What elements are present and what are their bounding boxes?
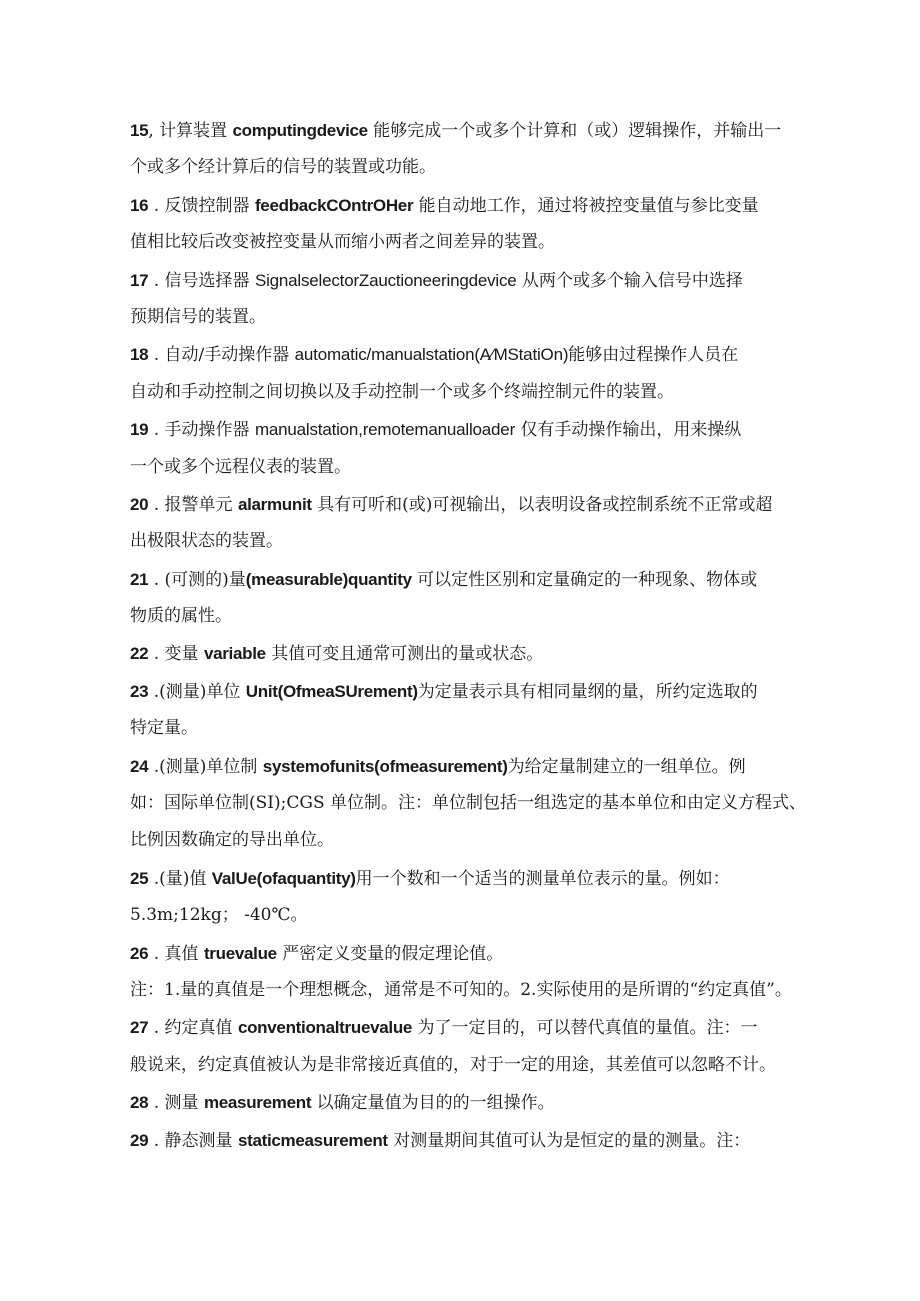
entry-number: 17 (130, 270, 149, 290)
entry-definition: 可以定性区别和定量确定的一种现象、物体或 (411, 569, 758, 590)
entry-definition: 仅有手动操作输出，用来操纵 (515, 420, 742, 441)
entry-term-en: Unit(OfmeaSUrement) (245, 681, 418, 701)
entry-continuation-line (130, 710, 808, 747)
entry-heading-zh: . 反馈控制器 (148, 195, 255, 216)
entry-term-en: variable (203, 644, 266, 664)
entry-continuation-line (130, 897, 808, 934)
entry-term-en: truevalue (203, 943, 277, 963)
entry-first-line (130, 336, 808, 373)
entry-first-line (130, 860, 808, 897)
entry-number: 22 (130, 644, 149, 664)
entry-continuation-line (130, 374, 808, 411)
entry-text: 物质的属性。 (130, 606, 232, 627)
entry-continuation-line (130, 1047, 808, 1084)
entry-number: 25 (130, 868, 149, 888)
entry-first-line (130, 561, 808, 598)
entry-number: 18 (130, 345, 149, 365)
entry-text: 值相比较后改变被控变量从而缩小两者之间差异的装置。 (130, 232, 555, 253)
entry-definition: 能够完成一个或多个计算和（或）逻辑操作，并输出一 (367, 121, 782, 141)
entry-heading-zh: . 真值 (148, 943, 204, 964)
entry-definition: 从两个或多个输入信号中选择 (516, 270, 743, 291)
entry-heading-zh: , 计算装置 (148, 121, 233, 141)
document-page (130, 112, 808, 1159)
entry-term-en: automatic/manualstation(A⁄MStatiOn) (294, 345, 569, 365)
entry-first-line (130, 748, 808, 785)
entry-first-line (130, 187, 808, 224)
entry-number: 21 (130, 569, 149, 589)
entry-first-line (130, 112, 808, 149)
entry-text: 预期信号的装置。 (130, 306, 266, 327)
entry-first-line (130, 673, 808, 710)
entry-definition: 具有可听和(或)可视输出，以表明设备或控制系统不正常或超 (311, 494, 773, 515)
entry-continuation-line (130, 822, 808, 859)
entry-text: 比例因数确定的导出单位。 (130, 830, 334, 851)
entry-heading-zh: . 约定真值 (148, 1018, 238, 1039)
entry-number: 19 (130, 420, 149, 440)
entry-term-en: manualstation,remotemanualloader (254, 420, 516, 440)
entry-first-line (130, 1122, 808, 1159)
entry-term-en: systemofunits(ofmeasurement) (262, 756, 508, 776)
entry-text: 自动和手动控制之间切换以及手动控制一个或多个终端控制元件的装置。 (130, 381, 674, 402)
entry-first-line (130, 411, 808, 448)
entry-term-en: staticmeasurement (237, 1130, 388, 1150)
entry-definition: 用一个数和一个适当的测量单位表示的量。例如： (355, 868, 730, 889)
entry-continuation-line (130, 523, 808, 560)
entry-continuation-line (130, 785, 808, 822)
entry-text: 特定量。 (130, 718, 198, 739)
entry-number: 24 (130, 756, 149, 776)
entry-heading-zh: . 变量 (148, 644, 204, 665)
entry-heading-zh: . 自动/手动操作器 (148, 345, 295, 366)
entry-first-line (130, 1084, 808, 1121)
entry-heading-zh: . (可测的)量 (148, 569, 246, 590)
entry-continuation-line (130, 972, 808, 1009)
entry-text: 如：国际单位制(SI);CGS 单位制。注：单位制包括一组选定的基本单位和由定义方程式、 (130, 793, 806, 814)
entry-heading-zh: .(测量)单位制 (148, 756, 263, 777)
entry-heading-zh: . 报警单元 (148, 494, 238, 515)
entry-first-line (130, 262, 808, 299)
entry-continuation-line (130, 224, 808, 261)
entry-term-en: SignalselectorZauctioneeringdevice (254, 270, 517, 290)
entry-definition: 其值可变且通常可测出的量或状态。 (265, 644, 544, 665)
entry-first-line (130, 486, 808, 523)
entry-term-en: measurement (203, 1093, 312, 1113)
entry-definition: 为给定量制建立的一组单位。例 (507, 756, 746, 777)
entry-number: 27 (130, 1018, 149, 1038)
entry-definition: 为了一定目的，可以替代真值的量值。注：一 (412, 1018, 758, 1039)
entry-definition: 对测量期间其值可认为是恒定的量的测量。注： (387, 1130, 751, 1151)
entry-heading-zh: . 信号选择器 (148, 270, 255, 291)
entry-definition: 以确定量值为目的的一组操作。 (311, 1093, 555, 1114)
entry-term-en: (measurable)quantity (245, 569, 412, 589)
entry-continuation-line (130, 449, 808, 486)
entry-text: 般说来，约定真值被认为是非常接近真值的，对于一定的用途，其差值可以忽略不计。 (130, 1054, 776, 1075)
entry-number: 15 (130, 121, 149, 140)
entry-text: 一个或多个远程仪表的装置。 (130, 456, 351, 477)
entry-term-en: alarmunit (237, 494, 312, 514)
entry-heading-zh: . 静态测量 (148, 1130, 238, 1151)
entry-term-en: conventionaltruevalue (237, 1018, 413, 1038)
entry-definition: 严密定义变量的假定理论值。 (276, 943, 504, 964)
entry-first-line (130, 935, 808, 972)
entry-heading-zh: . 手动操作器 (148, 420, 255, 441)
entry-continuation-line (130, 598, 808, 635)
entry-text: 出极限状态的装置。 (130, 531, 283, 552)
entry-heading-zh: . 测量 (148, 1093, 204, 1114)
entry-number: 20 (130, 494, 149, 514)
entry-term-en: feedbackCOntrOHer (254, 195, 414, 215)
entry-text: 注：1.量的真值是一个理想概念，通常是不可知的。2.实际使用的是所谓的“约定真值”。 (130, 979, 792, 1000)
entry-number: 23 (130, 681, 149, 701)
entry-definition: 为定量表示具有相同量纲的量，所约定选取的 (417, 681, 758, 702)
entry-number: 28 (130, 1093, 149, 1113)
entry-text: 5.3m;12kg； -40℃。 (130, 905, 308, 926)
entry-heading-zh: .(量)值 (148, 868, 212, 889)
entry-definition: 能够由过程操作人员在 (568, 345, 739, 366)
entry-first-line (130, 1009, 808, 1046)
entry-number: 26 (130, 943, 149, 963)
entry-term-en: computingdevice (232, 121, 368, 140)
entry-continuation-line (130, 149, 808, 186)
entry-text: 个或多个经计算后的信号的装置或功能。 (130, 157, 436, 178)
entry-number: 16 (130, 195, 149, 215)
entry-first-line (130, 635, 808, 672)
entry-heading-zh: .(测量)单位 (148, 681, 246, 702)
entry-continuation-line (130, 299, 808, 336)
entry-definition: 能自动地工作，通过将被控变量值与参比变量 (413, 195, 759, 216)
entry-term-en: ValUe(ofaquantity) (211, 868, 356, 888)
entry-number: 29 (130, 1130, 149, 1150)
